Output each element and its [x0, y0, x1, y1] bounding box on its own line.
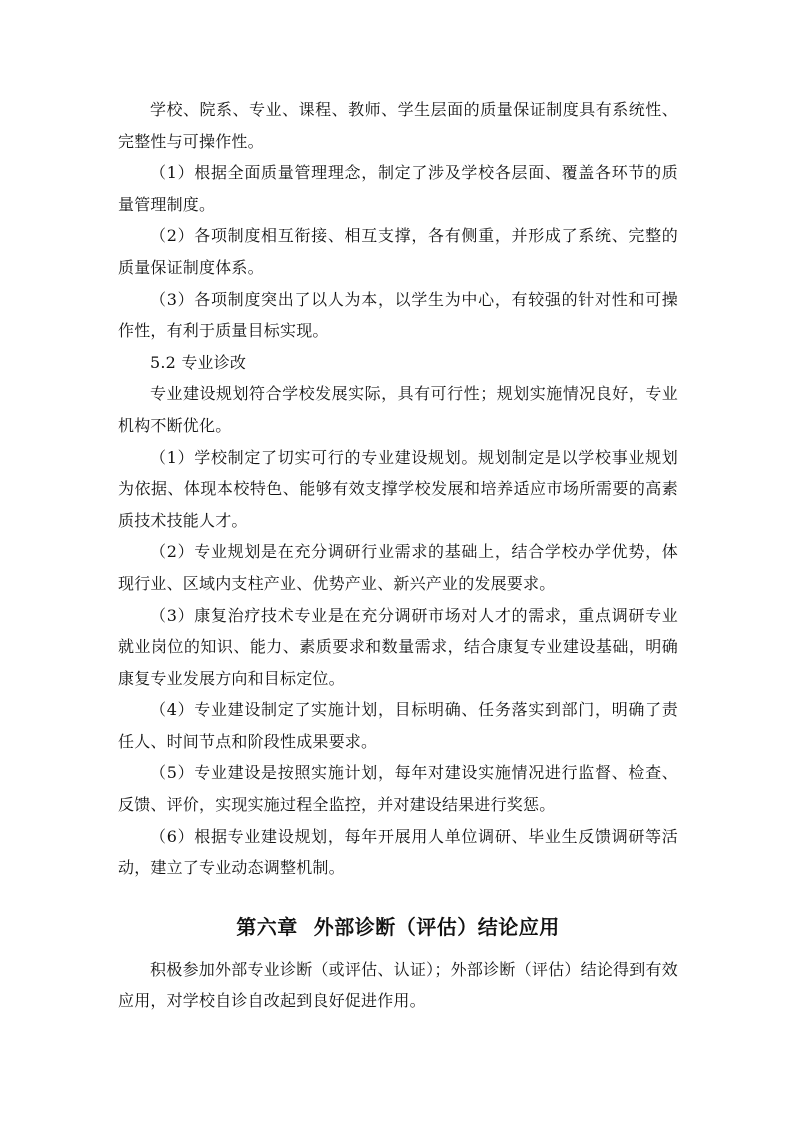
section-heading: 5.2 专业诊改: [150, 352, 247, 372]
paragraph-item-3: （3）各项制度突出了以人为本，以学生为中心，有较强的针对性和可操作性，有利于质量目标实现。: [118, 289, 678, 341]
paragraph-section-item-3: （3）康复治疗技术专业是在充分调研市场对人才的需求，重点调研专业就业岗位的知识、能力、素质要求和数量需求，结合康复专业建设基础，明确康复专业发展方向和目标定位。: [118, 605, 678, 688]
paragraph-section-intro: 专业建设规划符合学校发展实际，具有可行性；规划实施情况良好，专业机构不断优化。: [118, 384, 678, 435]
chapter-name: 外部诊断（评估）结论应用: [313, 914, 560, 939]
paragraph-section-item-4: （4）专业建设制定了实施计划，目标明确、任务落实到部门，明确了责任人、时间节点和阶段性成果要求。: [118, 700, 678, 751]
paragraph-chapter-intro: 积极参加外部专业诊断（或评估、认证）；外部诊断（评估）结论得到有效应用，对学校自诊自改起到良好促进作用。: [118, 959, 678, 1011]
paragraph-section-item-6: （6）根据专业建设规划，每年开展用人单位调研、毕业生反馈调研等活动，建立了专业动态调整机制。: [118, 826, 678, 878]
paragraph-section-item-5: （5）专业建设是按照实施计划，每年对建设实施情况进行监督、检查、反馈、评价，实现实施过程全监控，并对建设结果进行奖惩。: [118, 763, 678, 815]
paragraph-item-2: （2）各项制度相互衔接、相互支撑，各有侧重，并形成了系统、完整的质量保证制度体系。: [118, 226, 678, 277]
paragraph-item-1: （1）根据全面质量管理理念，制定了涉及学校各层面、覆盖各环节的质量管理制度。: [118, 163, 678, 214]
paragraph-quality-system: 学校、院系、专业、课程、教师、学生层面的质量保证制度具有系统性、完整性与可操作性。: [118, 100, 678, 151]
chapter-number: 第六章: [236, 914, 298, 939]
chapter-title: [118, 910, 678, 944]
paragraph-section-item-2: （2）专业规划是在充分调研行业需求的基础上，结合学校办学优势，体现行业、区域内支柱产业、优势产业、新兴产业的发展要求。: [118, 542, 678, 593]
paragraph-section-item-1: （1）学校制定了切实可行的专业建设规划。规划制定是以学校事业规划为依据、体现本校特色、能够有效支撑学校发展和培养适应市场所需要的高素质技术技能人才。: [118, 447, 678, 530]
document-body: [118, 94, 678, 1017]
